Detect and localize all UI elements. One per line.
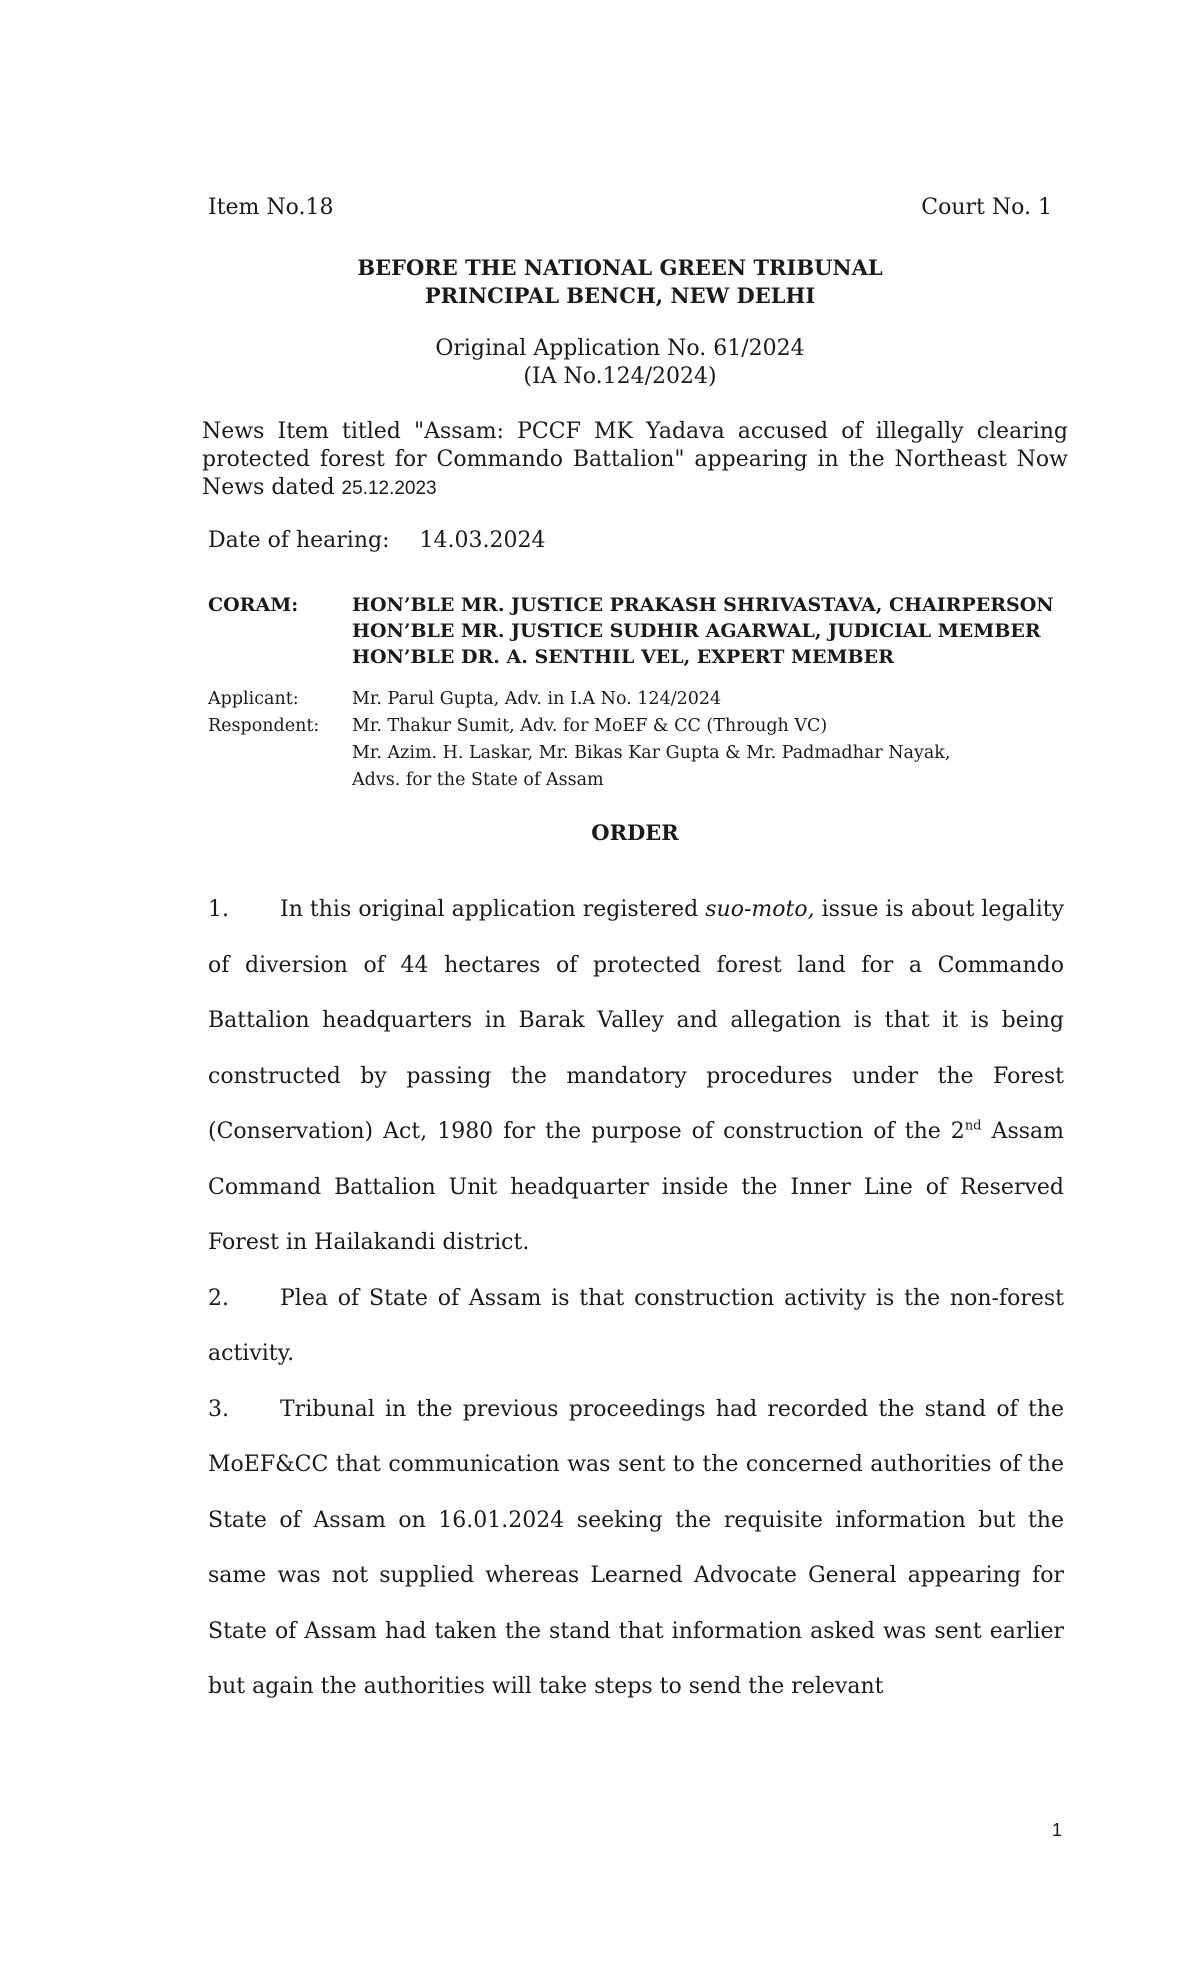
- respondent-counsel-2: Mr. Azim. H. Laskar, Mr. Bikas Kar Gupta & Mr. Padmadhar Nayak,: [352, 743, 951, 763]
- hearing-date: [208, 528, 545, 553]
- title-line-1: BEFORE THE NATIONAL GREEN TRIBUNAL: [357, 255, 883, 280]
- coram-label: CORAM:: [208, 594, 299, 616]
- news-item-text: News Item titled "Assam: PCCF MK Yadava accused of illegally clearing protected forest for Commando Battalion" appearing in the Northeast Now News dated: [202, 419, 1068, 500]
- news-item-description: [202, 418, 1068, 503]
- hearing-label: Date of hearing:: [208, 528, 390, 553]
- paragraph-number: 1.: [208, 897, 229, 922]
- counsel-labels: [208, 686, 352, 794]
- news-item-date: 25.12.2023: [341, 478, 437, 499]
- superscript: nd: [964, 1118, 982, 1134]
- page-number: 1: [1052, 1820, 1063, 1840]
- paragraph-1: 1. In this original application registered suo-moto, issue is about legality of diversion of 44 hectares of protected forest land for a Commando Battalion headquarters in Barak Valley and allegation is that it is being constructed by passing the mandatory procedures under the Forest (Conservation) Act, 1980 for the purpose of construction of the 2nd Assam Command Battalion Unit headquarter inside the Inner Line of Reserved Forest in Hailakandi district.: [208, 882, 1064, 1271]
- application-number: [0, 335, 1200, 391]
- paragraph-2: 2. Plea of State of Assam is that construction activity is the non-forest activity.: [208, 1271, 1064, 1382]
- paragraph-number: 2.: [208, 1285, 229, 1311]
- hearing-value: 14.03.2024: [419, 528, 546, 553]
- title-line-2: PRINCIPAL BENCH, NEW DELHI: [424, 283, 816, 308]
- counsel-names: [352, 686, 950, 794]
- applicant-label: Applicant:: [208, 689, 299, 709]
- respondent-counsel-3: Advs. for the State of Assam: [352, 770, 604, 790]
- application-line-2: (IA No.124/2024): [523, 364, 717, 389]
- application-line-1: Original Application No. 61/2024: [435, 336, 805, 361]
- order-body: [208, 882, 1064, 1715]
- coram-members: [352, 592, 1054, 670]
- coram-block: [208, 592, 1054, 670]
- respondent-counsel-1: Mr. Thakur Sumit, Adv. for MoEF & CC (Through VC): [352, 716, 828, 736]
- coram-member: HON’BLE DR. A. SENTHIL VEL, EXPERT MEMBER: [352, 646, 894, 668]
- item-number: Item No.18: [208, 195, 334, 220]
- court-number: Court No. 1: [921, 195, 1052, 220]
- coram-member: HON’BLE MR. JUSTICE PRAKASH SHRIVASTAVA, CHAIRPERSON: [352, 594, 1054, 616]
- respondent-label: Respondent:: [208, 716, 320, 736]
- coram-member: HON’BLE MR. JUSTICE SUDHIR AGARWAL, JUDICIAL MEMBER: [352, 620, 1041, 642]
- order-heading: ORDER: [591, 820, 679, 845]
- counsel-block: [208, 686, 950, 794]
- header-line: [208, 195, 1052, 220]
- paragraph-number: 3.: [208, 1396, 229, 1422]
- tribunal-title: [0, 254, 1200, 310]
- italic-term: suo-moto,: [705, 897, 815, 922]
- applicant-counsel: Mr. Parul Gupta, Adv. in I.A No. 124/2024: [352, 689, 722, 709]
- paragraph-3: 3. Tribunal in the previous proceedings had recorded the stand of the MoEF&CC that communication was sent to the concerned authorities of the State of Assam on 16.01.2024 seeking the requisite information but the same was not supplied whereas Learned Advocate General appearing for State of Assam had taken the stand that information asked was sent earlier but again the authorities will take steps to send the relevant: [208, 1382, 1064, 1715]
